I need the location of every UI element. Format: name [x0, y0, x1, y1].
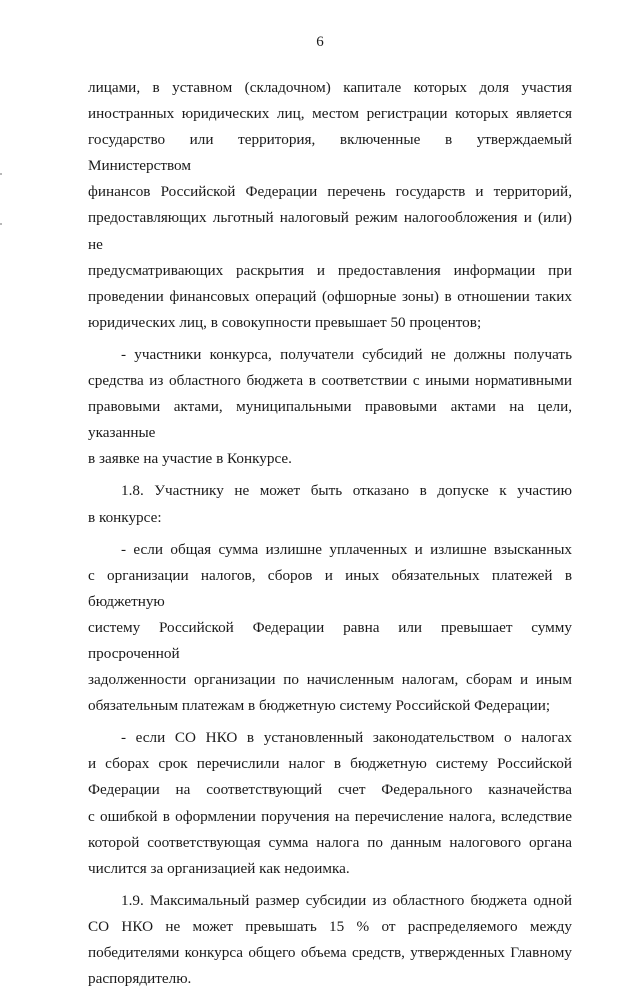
text-line: предоставляющих льготный налоговый режим налогообложения и (или) не [88, 209, 572, 253]
scan-margin-mark [0, 173, 2, 175]
text-line: 1.9. Максимальный размер субсидии из областного бюджета одной [121, 891, 572, 909]
text-line: юридических лиц, в совокупности превышает 50 процентов; [88, 313, 482, 331]
text-line: проведении финансовых операций (офшорные зоны) в отношении таких [88, 287, 572, 305]
text-line: средства из областного бюджета в соответствии с иными нормативными [88, 372, 572, 390]
document-body [88, 75, 572, 998]
text-line: правовыми актами, муниципальными правовыми актами на цели, указанные [88, 398, 572, 442]
text-line: лицами, в уставном (складочном) капитале которых доля участия [88, 79, 572, 96]
text-line: финансов Российской Федерации перечень государств и территорий, [88, 183, 572, 201]
text-line: с ошибкой в оформлении поручения на перечисление налога, вследствие [88, 807, 572, 825]
text-line: победителями конкурса общего объема средств, утвержденных Главному [88, 944, 572, 961]
text-line: Федерации на соответствующий счет Федерального казначейства [88, 781, 572, 799]
text-line: числится за организацией как недоимка. [88, 859, 350, 877]
paragraph-clause-1-8 [88, 478, 572, 530]
text-line: распорядителю. [88, 970, 192, 988]
text-line: иностранных юридических лиц, местом регистрации которых является [88, 105, 572, 123]
text-line: предусматривающих раскрытия и предоставления информации при [88, 261, 572, 279]
text-line: государство или территория, включенные в утверждаемый Министерством [88, 131, 572, 175]
scan-margin-mark [0, 223, 2, 225]
paragraph-overpaid-taxes [88, 537, 572, 720]
text-line: обязательным платежам в бюджетную систему Российской Федерации; [88, 697, 551, 715]
text-line: - если СО НКО в установленный законодательством о налогах [121, 729, 572, 747]
text-line: - если общая сумма излишне уплаченных и излишне взысканных [121, 540, 572, 558]
text-line: и сборах срок перечислили налог в бюджетную систему Российской [88, 755, 572, 773]
text-line: систему Российской Федерации равна или превышает сумму просроченной [88, 618, 572, 662]
text-line: в заявке на участие в Конкурсе. [88, 450, 292, 468]
text-line: в конкурсе: [88, 508, 162, 526]
paragraph-tax-error [88, 725, 572, 882]
text-line: 1.8. Участнику не может быть отказано в допуске к участию [121, 482, 572, 500]
page-number: 6 [316, 34, 324, 50]
text-line: задолженности организации по начисленным налогам, сборам и иным [88, 671, 572, 689]
paragraph-offshore-clause [88, 75, 572, 336]
text-line: с организации налогов, сборов и иных обязательных платежей в бюджетную [88, 566, 572, 610]
text-line: СО НКО не может превышать 15 % от распределяемого между [88, 917, 572, 935]
paragraph-clause-1-9 [88, 888, 572, 992]
paragraph-participants-funds [88, 342, 572, 472]
text-line: - участники конкурса, получатели субсидий не должны получать [121, 345, 572, 363]
text-line: которой соответствующая сумма налога по данным налогового органа [88, 833, 572, 851]
